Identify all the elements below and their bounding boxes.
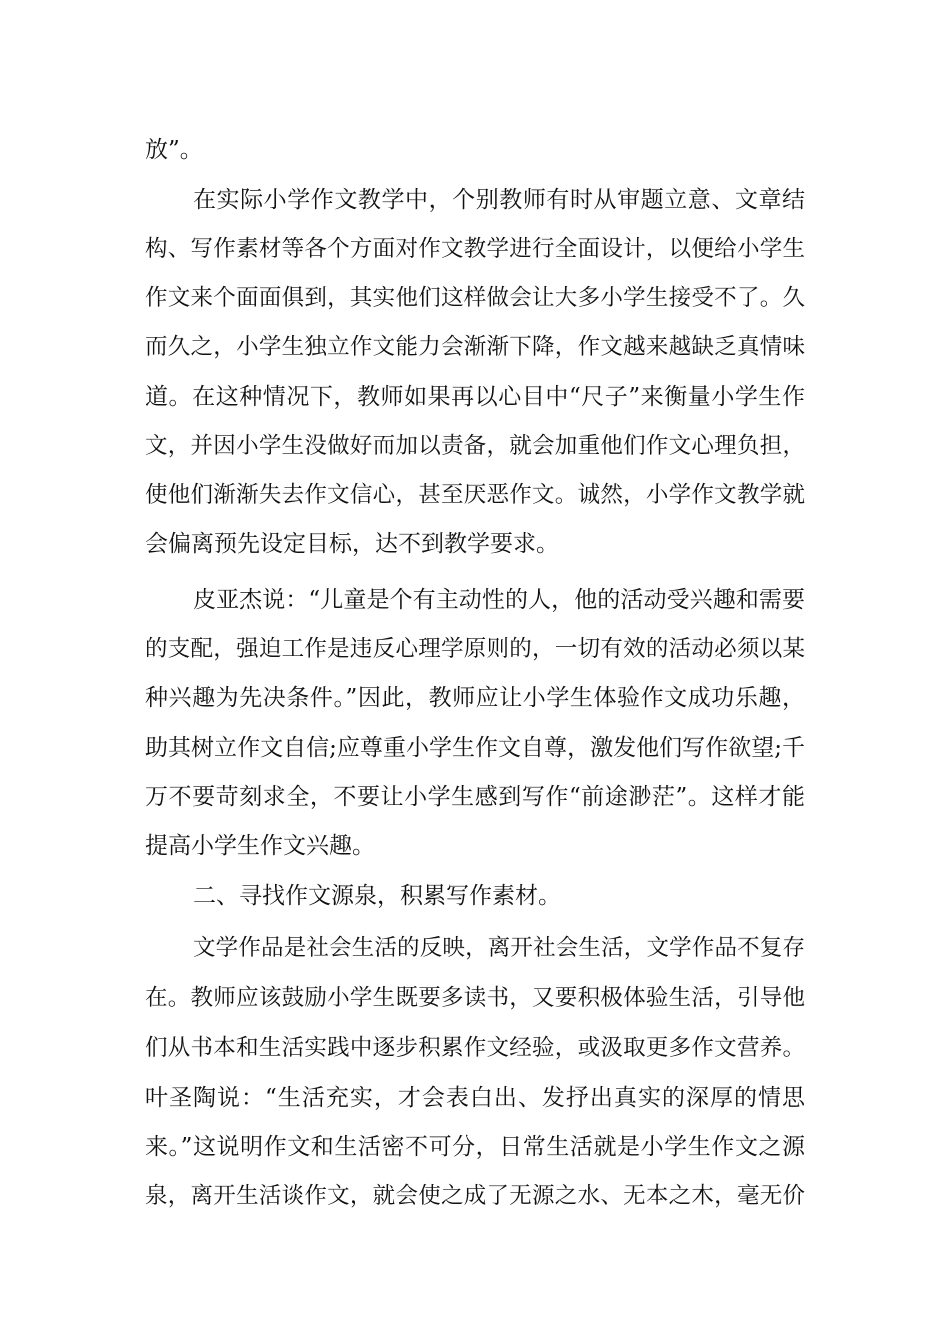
text-line: 在。教师应该鼓励小学生既要多读书，又要积极体验生活，引导他 [145,985,805,1011]
text-line: 文，并因小学生没做好而加以责备，就会加重他们作文心理负担， [145,433,805,459]
text-line: 助其树立作文自信;应尊重小学生作文自尊，激发他们写作欲望;千 [145,735,805,761]
text-line: 种兴趣为先决条件。”因此，教师应让小学生体验作文成功乐趣， [145,685,805,711]
text-line: 构、写作素材等各个方面对作文教学进行全面设计，以便给小学生 [145,236,805,262]
paragraph-first-line: 皮亚杰说：“儿童是个有主动性的人，他的活动受兴趣和需要 [193,587,805,613]
text-line: 放”。 [145,137,203,163]
text-line: 使他们渐渐失去作文信心，甚至厌恶作文。诚然，小学作文教学就 [145,482,805,508]
section-heading: 二、寻找作文源泉，积累写作素材。 [193,883,561,909]
text-line: 提高小学生作文兴趣。 [145,833,375,859]
text-line: 道。在这种情况下，教师如果再以心目中“尺子”来衡量小学生作 [145,384,805,410]
text-line: 而久之，小学生独立作文能力会渐渐下降，作文越来越缺乏真情味 [145,334,805,360]
text-line: 万不要苛刻求全，不要让小学生感到写作“前途渺茫”。这样才能 [145,784,805,810]
text-line: 叶圣陶说：“生活充实，才会表白出、发抒出真实的深厚的情思 [145,1085,805,1111]
text-line: 作文来个面面俱到，其实他们这样做会让大多小学生接受不了。久 [145,285,805,311]
text-line: 会偏离预先设定目标，达不到教学要求。 [145,531,559,557]
paragraph-first-line: 文学作品是社会生活的反映，离开社会生活，文学作品不复存 [193,935,805,961]
text-line: 来。”这说明作文和生活密不可分，日常生活就是小学生作文之源 [145,1134,805,1160]
text-line: 泉，离开生活谈作文，就会使之成了无源之水、无本之木，毫无价 [145,1183,805,1209]
text-line: 的支配，强迫工作是违反心理学原则的，一切有效的活动必须以某 [145,636,805,662]
text-line: 们从书本和生活实践中逐步积累作文经验，或汲取更多作文营养。 [145,1035,805,1061]
paragraph-first-line: 在实际小学作文教学中，个别教师有时从审题立意、文章结 [193,187,805,213]
